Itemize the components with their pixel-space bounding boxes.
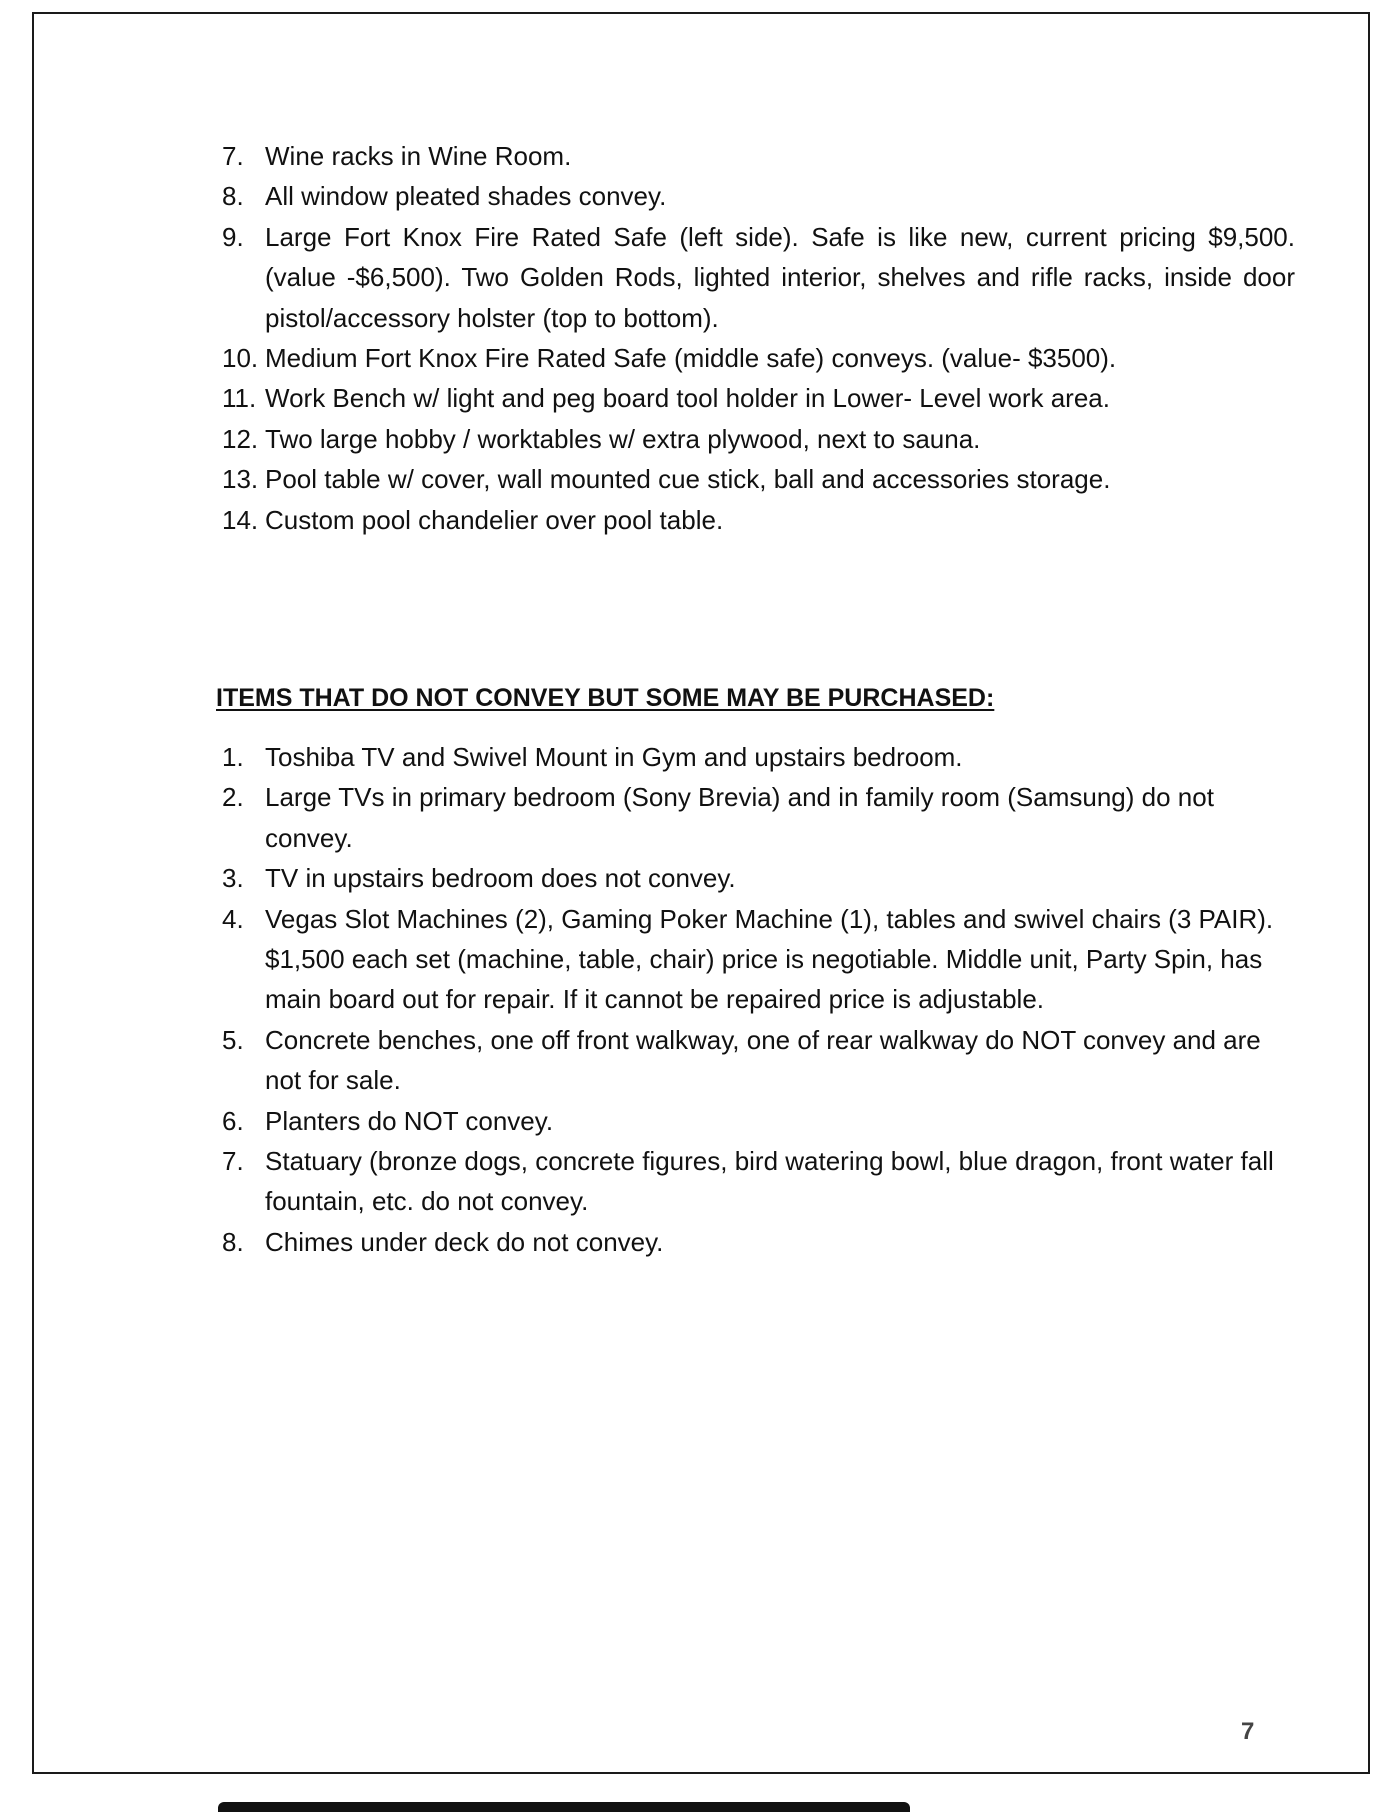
item-number: 9. — [222, 221, 244, 252]
item-text: Two large hobby / worktables w/ extra plywood, next to sauna. — [265, 423, 981, 454]
item-number: 5. — [222, 1024, 244, 1055]
list-item — [34, 737, 1295, 777]
item-text: Large TVs in primary bedroom (Sony Brevia) and in family room (Samsung) do not convey. — [265, 782, 1214, 853]
item-text: Toshiba TV and Swivel Mount in Gym and upstairs bedroom. — [265, 742, 963, 772]
list-item — [34, 1020, 1295, 1101]
item-text: TV in upstairs bedroom does not convey. — [265, 863, 736, 894]
list-item — [34, 217, 1295, 338]
list-item — [34, 338, 1295, 378]
item-text: All window pleated shades convey. — [265, 181, 667, 212]
item-text: Statuary (bronze dogs, concrete figures, bird watering bowl, blue dragon, front water fall fountain, etc. do not convey. — [265, 1146, 1274, 1217]
list-item — [34, 136, 1295, 176]
item-text: Pool table w/ cover, wall mounted cue stick, ball and accessories storage. — [265, 464, 1111, 495]
item-number: 6. — [222, 1105, 244, 1136]
list-item — [34, 419, 1295, 459]
item-number: 8. — [222, 1226, 244, 1257]
list-item — [34, 378, 1295, 418]
item-text: Planters do NOT convey. — [265, 1105, 554, 1136]
item-text: Vegas Slot Machines (2), Gaming Poker Machine (1), tables and swivel chairs (3 PAIR). $1,500 each set (machine, table, chair) price is negotiable. Middle unit, Party Spin, has main board out for repair. If it cannot be repaired price is adjustable. — [265, 903, 1274, 1015]
item-number: 2. — [222, 782, 244, 813]
item-number: 13. — [222, 464, 259, 495]
list-item — [34, 459, 1295, 499]
item-text: Large Fort Knox Fire Rated Safe (left side). Safe is like new, current pricing $9,500. (value -$6,500). Two Golden Rods, lighted interior, shelves and rifle racks, inside door pistol/accessory holster (top to bottom). — [265, 221, 1295, 333]
item-number: 3. — [222, 863, 244, 894]
item-text: Concrete benches, one off front walkway, one of rear walkway do NOT convey and are not for sale. — [265, 1024, 1261, 1096]
item-text: Medium Fort Knox Fire Rated Safe (middle safe) conveys. (value- $3500). — [265, 343, 1117, 374]
list-item — [34, 1222, 1295, 1262]
section-heading: ITEMS THAT DO NOT CONVEY BUT SOME MAY BE PURCHASED: — [216, 684, 995, 712]
page-number: 7 — [1241, 1718, 1255, 1745]
item-number: 10. — [222, 343, 259, 374]
list-item — [34, 176, 1295, 216]
item-number: 7. — [222, 141, 244, 171]
item-number: 8. — [222, 181, 244, 212]
item-text: Wine racks in Wine Room. — [265, 141, 572, 171]
item-number: 14. — [222, 504, 259, 535]
list-item — [34, 1101, 1295, 1141]
item-number: 4. — [222, 903, 244, 934]
list-item — [34, 1141, 1295, 1222]
non-conveying-items-list — [34, 737, 1295, 1262]
conveying-items-list — [34, 136, 1295, 540]
item-number: 12. — [222, 423, 259, 454]
list-item — [34, 777, 1295, 858]
list-item — [34, 858, 1295, 898]
item-number: 1. — [222, 742, 244, 772]
item-number: 7. — [222, 1146, 244, 1177]
item-text: Work Bench w/ light and peg board tool holder in Lower- Level work area. — [265, 383, 1110, 414]
list-item — [34, 899, 1295, 1020]
page-frame — [32, 12, 1370, 1774]
list-item — [34, 500, 1295, 540]
item-number: 11. — [222, 383, 257, 414]
item-text: Chimes under deck do not convey. — [265, 1226, 664, 1257]
item-text: Custom pool chandelier over pool table. — [265, 504, 724, 535]
scroll-indicator-bar — [218, 1802, 910, 1812]
